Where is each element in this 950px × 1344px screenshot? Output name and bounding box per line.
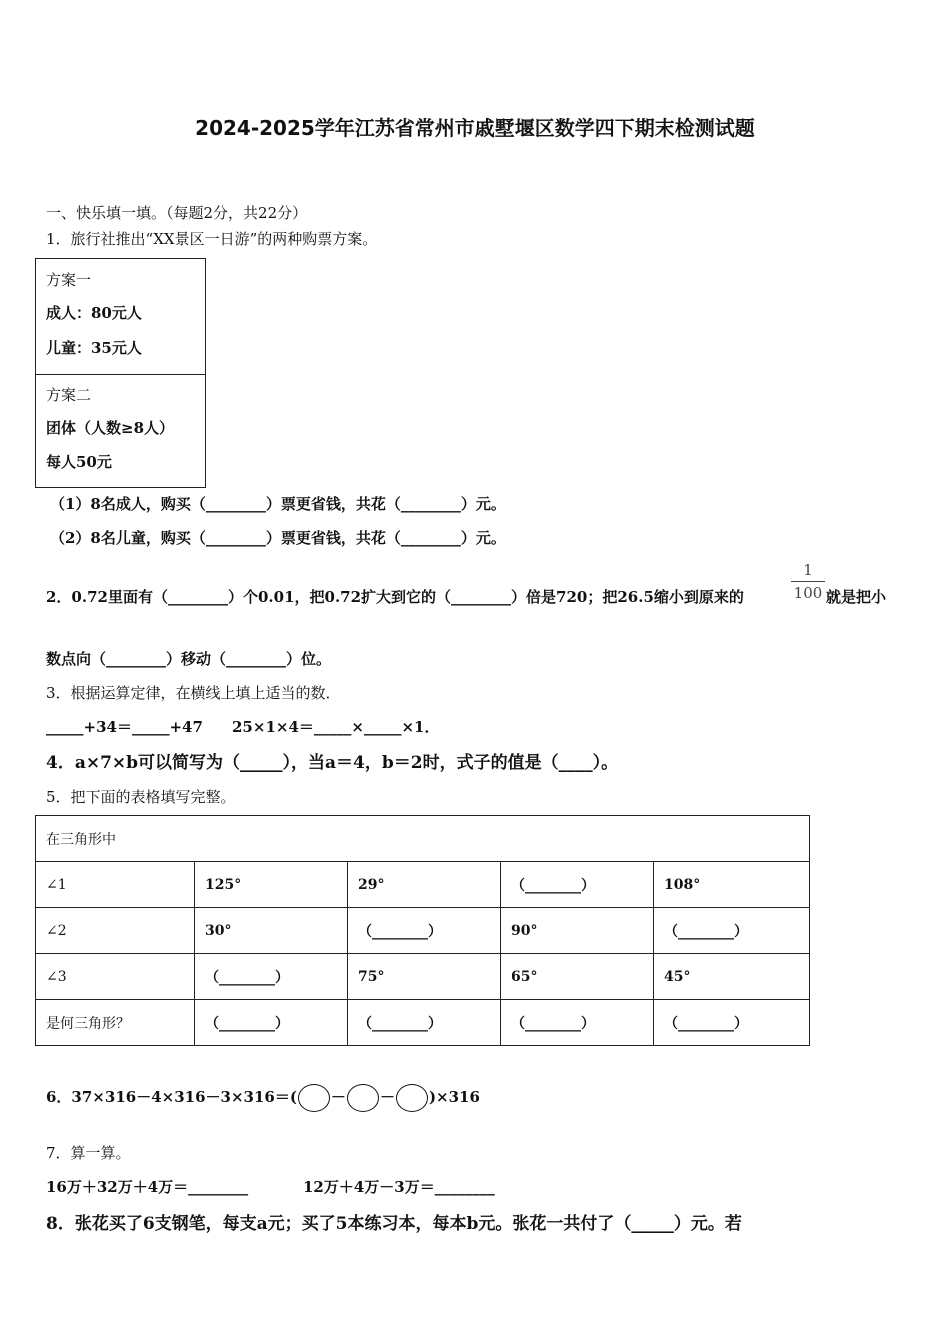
- plan2-group: 团体（人数≥8人）: [46, 419, 175, 437]
- table-row: [36, 1000, 810, 1046]
- q3-expr1: _____+34＝_____+47: [46, 718, 203, 736]
- table-cell: 30°: [195, 908, 348, 954]
- fraction-denominator: 100: [793, 584, 823, 602]
- blank-circle-2: [347, 1084, 379, 1112]
- row-label: ∠1: [36, 862, 195, 908]
- row-label: ∠2: [36, 908, 195, 954]
- q2-line2: 数点向（________）移动（________）位。: [46, 650, 332, 668]
- q2-line1-end: 就是把小: [826, 588, 887, 606]
- q3-expr2: 25×1×4＝_____×_____×1．: [232, 718, 440, 736]
- plan1-adult: 成人：80元人: [46, 304, 142, 322]
- table-cell: （________）: [348, 1000, 501, 1046]
- q7-expr1: 16万＋32万＋4万＝________: [46, 1178, 249, 1196]
- table-row: [36, 862, 810, 908]
- fraction-1-100: [791, 561, 825, 602]
- table-cell: 75°: [348, 954, 501, 1000]
- table-header: 在三角形中: [36, 816, 810, 862]
- table-row: [36, 954, 810, 1000]
- q6-prefix: 6．37×316－4×316－3×316＝(: [46, 1088, 297, 1106]
- q6-minus-1: －: [330, 1088, 346, 1106]
- q1-sub2: （2）8名儿童，购买（________）票更省钱，共花（________）元。: [50, 529, 506, 547]
- q2-line1: 2．0.72里面有（________）个0.01，把0.72扩大到它的（________）倍是720；把26.5缩小到原来的: [46, 588, 744, 606]
- table-cell: （________）: [501, 862, 654, 908]
- plan-box: [35, 258, 206, 488]
- table-cell: 125°: [195, 862, 348, 908]
- q6-suffix: )×316: [428, 1088, 480, 1106]
- fraction-bar: [791, 581, 825, 582]
- q7-expr2: 12万＋4万－3万＝________: [303, 1178, 495, 1196]
- plan1-child: 儿童：35元人: [46, 339, 142, 357]
- row-label: ∠3: [36, 954, 195, 1000]
- q7-stem: 7．算一算。: [46, 1144, 131, 1162]
- fraction-numerator: 1: [803, 561, 813, 579]
- plan2-price: 每人50元: [46, 453, 112, 471]
- q1-stem: 1．旅行社推出“XX景区一日游”的两种购票方案。: [46, 230, 378, 248]
- q5-stem: 5．把下面的表格填写完整。: [46, 788, 236, 806]
- table-row: [36, 908, 810, 954]
- section-heading: 一、快乐填一填。（每题2分，共22分）: [46, 204, 308, 222]
- q6: [46, 1082, 480, 1112]
- triangle-table: [35, 815, 810, 1046]
- table-cell: （________）: [654, 1000, 810, 1046]
- table-cell: 65°: [501, 954, 654, 1000]
- blank-circle-3: [396, 1084, 428, 1112]
- q3-stem: 3．根据运算定律，在横线上填上适当的数．: [46, 684, 341, 702]
- table-cell: 45°: [654, 954, 810, 1000]
- table-cell: （________）: [195, 954, 348, 1000]
- page-title: 2024-2025学年江苏省常州市戚墅堰区数学四下期末检测试题: [195, 116, 755, 140]
- table-cell: （________）: [501, 1000, 654, 1046]
- table-cell: （________）: [195, 1000, 348, 1046]
- table-cell: （________）: [348, 908, 501, 954]
- table-cell: 29°: [348, 862, 501, 908]
- table-cell: （________）: [654, 908, 810, 954]
- table-cell: 90°: [501, 908, 654, 954]
- plan1-title: 方案一: [46, 271, 92, 289]
- q6-minus-2: －: [379, 1088, 395, 1106]
- q1-sub1: （1）8名成人，购买（________）票更省钱，共花（________）元。: [50, 495, 506, 513]
- blank-circle-1: [298, 1084, 330, 1112]
- q8: 8．张花买了6支钢笔，每支a元；买了5本练习本，每本b元。张花一共付了（_____）元。若: [46, 1214, 742, 1234]
- plan-divider: [36, 374, 205, 375]
- row-label: 是何三角形？: [36, 1000, 195, 1046]
- table-cell: 108°: [654, 862, 810, 908]
- table-row: [36, 816, 810, 862]
- q4: 4．a×7×b可以简写为（_____），当a＝4，b＝2时，式子的值是（____）。: [46, 753, 619, 773]
- plan2-title: 方案二: [46, 386, 92, 404]
